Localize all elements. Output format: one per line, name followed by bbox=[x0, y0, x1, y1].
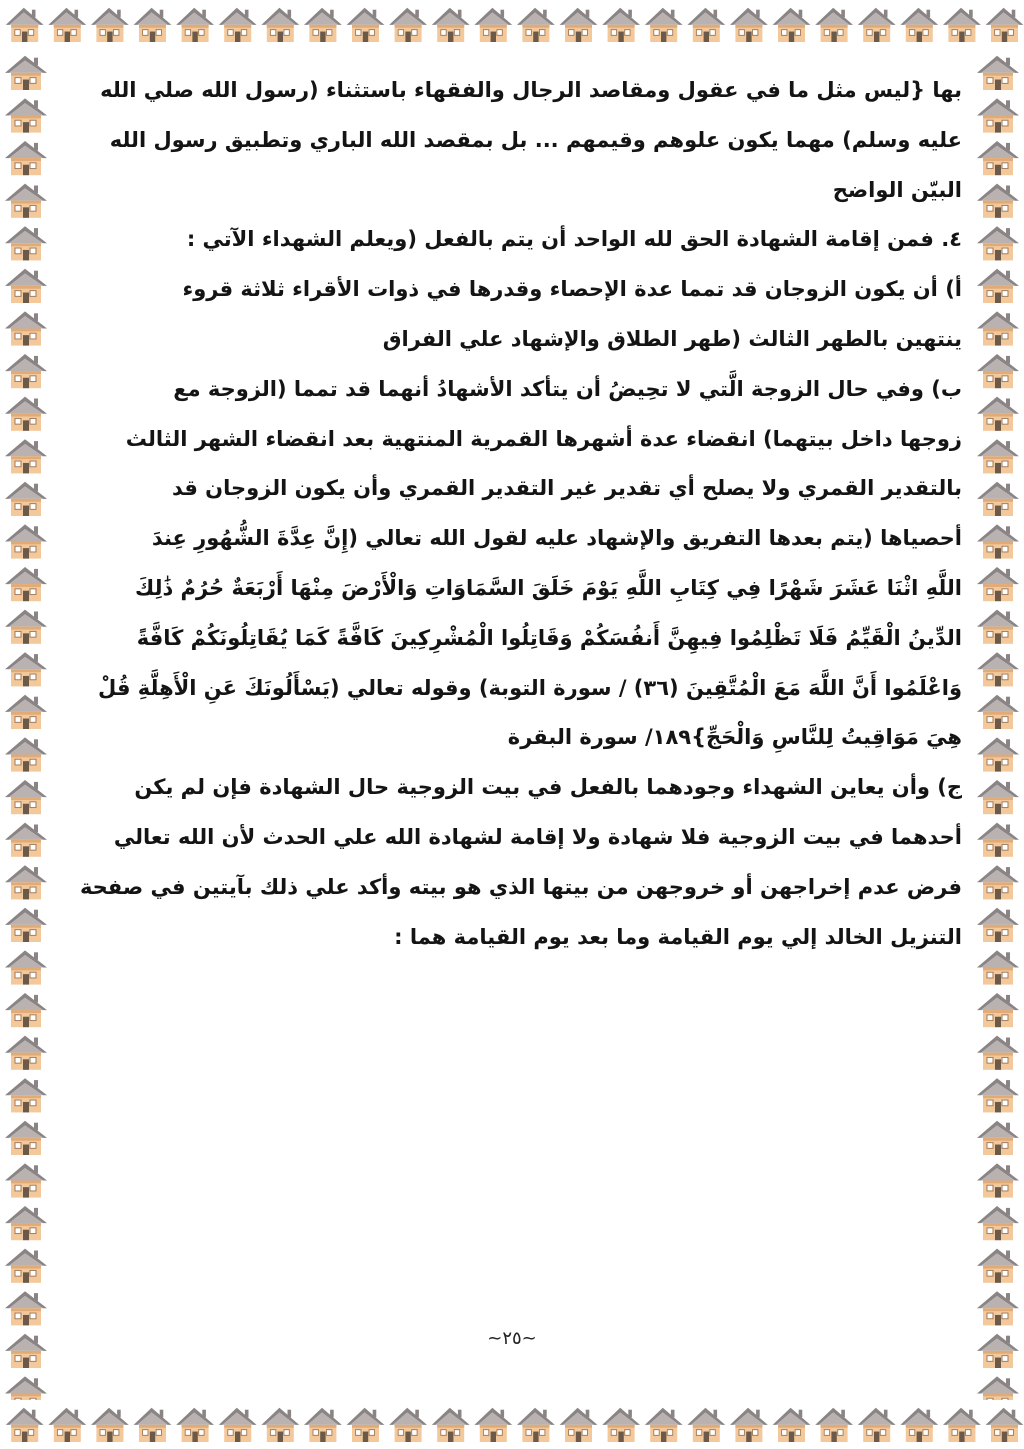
house-icon bbox=[5, 482, 47, 516]
house-icon bbox=[977, 1206, 1019, 1240]
house-icon bbox=[6, 8, 44, 42]
house-icon bbox=[977, 652, 1019, 686]
quran-verse-line: هِيَ مَوَاقِيتُ لِلنَّاسِ وَالْحَجِّ}١٨٩/ سورة البقرة bbox=[507, 725, 962, 750]
house-icon bbox=[91, 8, 129, 42]
house-icon bbox=[219, 8, 257, 42]
quran-verse-line: اللَّهِ اثْنَا عَشَرَ شَهْرًا فِي كِتَابِ اللَّهِ يَوْمَ خَلَقَ السَّمَاوَاتِ وَالْأَرْضَ مِنْهَا أَرْبَعَةٌ حُرُمٌ ذَٰلِكَ bbox=[135, 575, 962, 600]
house-icon bbox=[5, 311, 47, 345]
house-icon bbox=[977, 780, 1019, 814]
house-icon bbox=[645, 1408, 683, 1442]
house-icon bbox=[977, 950, 1019, 984]
house-icon bbox=[5, 695, 47, 729]
house-icon bbox=[977, 1163, 1019, 1197]
house-icon bbox=[773, 1408, 811, 1442]
house-icon bbox=[5, 354, 47, 388]
house-icon bbox=[977, 439, 1019, 473]
house-icon bbox=[347, 8, 385, 42]
house-icon bbox=[977, 269, 1019, 303]
house-icon bbox=[304, 1408, 342, 1442]
house-icon bbox=[5, 908, 47, 942]
house-icon bbox=[5, 397, 47, 431]
house-icon bbox=[176, 1408, 214, 1442]
house-icon bbox=[5, 610, 47, 644]
house-icon bbox=[977, 354, 1019, 388]
house-icon bbox=[977, 695, 1019, 729]
house-icon bbox=[432, 8, 470, 42]
house-icon bbox=[977, 397, 1019, 431]
house-icon bbox=[5, 439, 47, 473]
house-icon bbox=[977, 184, 1019, 218]
house-icon bbox=[261, 8, 299, 42]
house-icon bbox=[858, 1408, 896, 1442]
house-icon bbox=[5, 567, 47, 601]
house-icon bbox=[5, 524, 47, 558]
text-line: البيّن الواضح bbox=[832, 177, 962, 202]
house-icon bbox=[517, 1408, 555, 1442]
house-icon bbox=[5, 823, 47, 857]
house-icon bbox=[5, 226, 47, 260]
quran-verse-line: الدِّينُ الْقَيِّمُ فَلَا تَظْلِمُوا فِيهِنَّ أَنفُسَكُمْ وَقَاتِلُوا الْمُشْرِكِينَ كَافَّةً كَمَا يُقَاتِلُونَكُمْ كَافَّةً bbox=[136, 625, 962, 650]
house-icon bbox=[5, 184, 47, 218]
house-icon bbox=[5, 56, 47, 90]
house-icon bbox=[432, 1408, 470, 1442]
house-icon bbox=[261, 1408, 299, 1442]
house-icon bbox=[900, 1408, 938, 1442]
house-icon bbox=[977, 141, 1019, 175]
document-body bbox=[62, 66, 962, 962]
house-icon bbox=[560, 1408, 598, 1442]
house-icon bbox=[773, 8, 811, 42]
house-icon bbox=[219, 1408, 257, 1442]
house-icon bbox=[943, 8, 981, 42]
house-icon bbox=[5, 780, 47, 814]
house-icon bbox=[134, 1408, 172, 1442]
house-icon bbox=[977, 524, 1019, 558]
house-icon bbox=[986, 8, 1024, 42]
house-icon bbox=[977, 567, 1019, 601]
quran-verse-line: وَاعْلَمُوا أَنَّ اللَّهَ مَعَ الْمُتَّقِينَ (٣٦) / سورة التوبة) وقوله تعالي (يَسْأَلُونَكَ عَنِ الْأَهِلَّةِ قُلْ bbox=[97, 675, 962, 700]
house-icon bbox=[986, 1408, 1024, 1442]
text-line: التنزيل الخالد إلي يوم القيامة وما بعد يوم القيامة هما : bbox=[394, 924, 962, 949]
house-icon bbox=[977, 993, 1019, 1027]
house-icon bbox=[977, 610, 1019, 644]
house-icon bbox=[5, 1249, 47, 1283]
house-icon bbox=[943, 1408, 981, 1442]
house-icon bbox=[815, 1408, 853, 1442]
house-icon bbox=[977, 908, 1019, 942]
house-icon bbox=[815, 8, 853, 42]
house-icon bbox=[5, 1206, 47, 1240]
house-icon bbox=[977, 1078, 1019, 1112]
house-icon bbox=[977, 1376, 1019, 1400]
text-line: ج) وأن يعاين الشهداء وجودهما بالفعل في بيت الزوجية حال الشهادة فإن لم يكن bbox=[134, 775, 962, 800]
border-top bbox=[0, 0, 1024, 48]
house-icon bbox=[602, 8, 640, 42]
house-icon bbox=[6, 1408, 44, 1442]
house-icon bbox=[5, 98, 47, 132]
house-icon bbox=[5, 269, 47, 303]
house-icon bbox=[48, 8, 86, 42]
border-left bbox=[0, 48, 52, 1400]
text-line: بالتقدير القمري ولا يصلح أي تقدير غير التقدير القمري وأن يكون الزوجان قد bbox=[171, 476, 962, 501]
text-line: زوجها داخل بيتهما) انقضاء عدة أشهرها القمرية المنتهية بعد انقضاء الشهر الثالث bbox=[125, 426, 962, 451]
page-number: ~٢٥~ bbox=[487, 1328, 537, 1349]
house-icon bbox=[5, 1291, 47, 1325]
text-line: فرض عدم إخراجهن أو خروجهن من بيتها الذي هو بيته وأكد علي ذلك بآيتين في صفحة bbox=[79, 874, 962, 899]
house-icon bbox=[977, 1121, 1019, 1155]
house-icon-column-right bbox=[972, 48, 1024, 1400]
house-icon bbox=[687, 8, 725, 42]
house-icon bbox=[977, 1291, 1019, 1325]
house-icon bbox=[858, 8, 896, 42]
house-icon bbox=[977, 311, 1019, 345]
text-line: عليه وسلم) مهما يكون علوهم وقيمهم ... بل بمقصد الله الباري وتطبيق رسول الله bbox=[109, 127, 962, 152]
house-icon bbox=[5, 737, 47, 771]
text-line: أحدهما في بيت الزوجية فلا شهادة ولا إقامة لشهادة الله علي الحدث لأن الله تعالي bbox=[113, 824, 962, 849]
house-icon bbox=[517, 8, 555, 42]
house-icon bbox=[977, 737, 1019, 771]
house-icon bbox=[977, 98, 1019, 132]
house-icon bbox=[5, 1078, 47, 1112]
house-icon bbox=[91, 1408, 129, 1442]
house-icon bbox=[977, 482, 1019, 516]
house-icon bbox=[5, 950, 47, 984]
text-line: أ) أن يكون الزوجان قد تمما عدة الإحصاء وقدرها في ذوات الأقراء ثلاثة قروء bbox=[182, 277, 962, 302]
house-icon-row-bottom bbox=[0, 1400, 1024, 1449]
house-icon-column-left bbox=[0, 48, 52, 1400]
text-line: ب) وفي حال الزوجة الَّتي لا تحِيضُ أن يتأكد الأشهادُ أنهما قد تمما (الزوجة مع bbox=[173, 376, 962, 401]
text-line: ينتهين بالطهر الثالث (طهر الطلاق والإشهاد علي الفراق bbox=[382, 326, 962, 351]
house-icon bbox=[730, 8, 768, 42]
house-icon bbox=[304, 8, 342, 42]
text-line: ٤. فمن إقامة الشهادة الحق لله الواحد أن يتم بالفعل (ويعلم الشهداء الآتي : bbox=[186, 227, 962, 252]
house-icon bbox=[5, 1121, 47, 1155]
house-icon bbox=[977, 865, 1019, 899]
house-icon-row-top bbox=[0, 0, 1024, 48]
house-icon bbox=[977, 226, 1019, 260]
text-line: أحصياها (يتم بعدها التفريق والإشهاد عليه لقول الله تعالي (إِنَّ عِدَّةَ الشُّهُورِ عِندَ bbox=[151, 526, 962, 551]
house-icon bbox=[5, 1163, 47, 1197]
house-icon bbox=[5, 1376, 47, 1400]
house-icon bbox=[900, 8, 938, 42]
text-line: بها {ليس مثل ما في عقول ومقاصد الرجال والفقهاء باستثناء (رسول الله صلي الله bbox=[100, 78, 962, 102]
house-icon bbox=[474, 1408, 512, 1442]
house-icon bbox=[5, 652, 47, 686]
house-icon bbox=[5, 993, 47, 1027]
house-icon bbox=[977, 1249, 1019, 1283]
house-icon bbox=[176, 8, 214, 42]
house-icon bbox=[5, 865, 47, 899]
house-icon bbox=[977, 1036, 1019, 1070]
house-icon bbox=[48, 1408, 86, 1442]
house-icon bbox=[474, 8, 512, 42]
house-icon bbox=[602, 1408, 640, 1442]
house-icon bbox=[5, 1036, 47, 1070]
house-icon bbox=[389, 1408, 427, 1442]
house-icon bbox=[5, 141, 47, 175]
house-icon bbox=[389, 8, 427, 42]
border-right bbox=[972, 48, 1024, 1400]
house-icon bbox=[560, 8, 598, 42]
house-icon bbox=[347, 1408, 385, 1442]
house-icon bbox=[645, 8, 683, 42]
house-icon bbox=[977, 823, 1019, 857]
house-icon bbox=[977, 56, 1019, 90]
house-icon bbox=[730, 1408, 768, 1442]
border-bottom bbox=[0, 1400, 1024, 1449]
house-icon bbox=[687, 1408, 725, 1442]
house-icon bbox=[134, 8, 172, 42]
